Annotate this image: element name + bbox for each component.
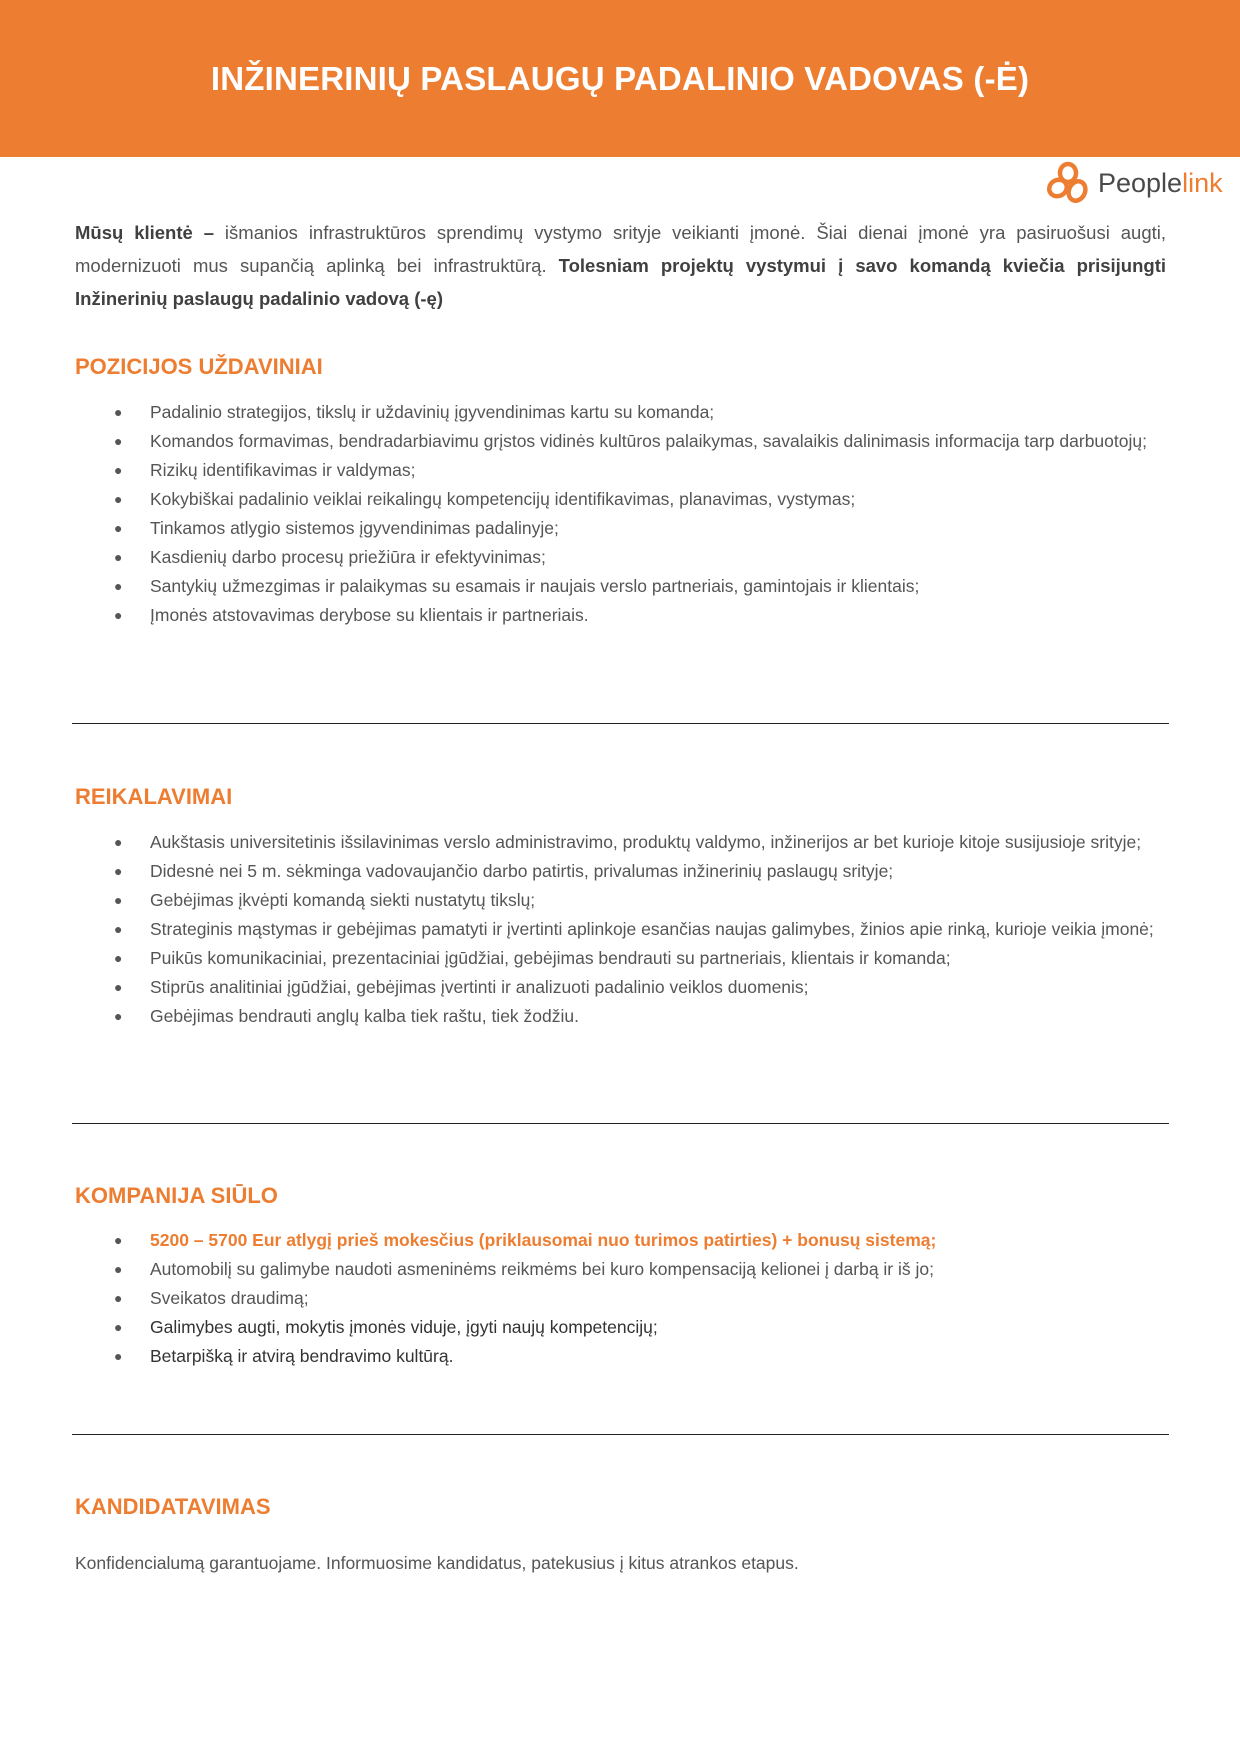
list-item-text: Puikūs komunikaciniai, prezentaciniai įgūdžiai, gebėjimas bendrauti su partneriais, klientais ir komanda; — [150, 948, 951, 968]
page-title: INŽINERINIŲ PASLAUGŲ PADALINIO VADOVAS (-Ė) — [210, 59, 1030, 97]
bullet-icon: ● — [114, 549, 123, 565]
list-item-text: Automobilį su galimybe naudoti asmeninėms reikmėms bei kuro kompensaciją kelionei į darbą ir iš jo; — [150, 1259, 934, 1279]
list-item-text: Gebėjimas įkvėpti komandą siekti nustatytų tikslų; — [150, 890, 536, 910]
peoplelink-logo-icon — [1046, 160, 1090, 206]
list-item-text: Padalinio strategijos, tikslų ir uždavinių įgyvendinimas kartu su komanda; — [150, 402, 715, 422]
intro-paragraph — [75, 216, 1166, 315]
list-item — [75, 427, 1166, 456]
peoplelink-logo — [1046, 160, 1223, 206]
bullet-icon: ● — [114, 892, 123, 908]
list-item-text: Santykių užmezgimas ir palaikymas su esamais ir naujais verslo partneriais, gamintojais ir klientais; — [150, 576, 920, 596]
bullet-icon: ● — [114, 979, 123, 995]
bullet-icon: ● — [114, 404, 123, 420]
list-item-text: Sveikatos draudimą; — [150, 1288, 309, 1308]
list-item-text: Komandos formavimas, bendradarbiavimu grįstos vidinės kultūros palaikymas, savalaikis dalinimasis informacija tarp darbuotojų; — [150, 431, 1147, 451]
section-title-application: KANDIDATAVIMAS — [75, 1494, 271, 1519]
list-item — [75, 1002, 1166, 1031]
list-item — [75, 514, 1166, 543]
list-item — [75, 886, 1166, 915]
bullet-icon: ● — [114, 1348, 123, 1364]
application-text: Konfidencialumą garantuojame. Informuosime kandidatus, patekusius į kitus atrankos etapus. — [75, 1553, 799, 1573]
list-item-text: Kasdienių darbo procesų priežiūra ir efektyvinimas; — [150, 547, 546, 567]
divider — [72, 1434, 1169, 1435]
offer-list — [75, 1226, 1166, 1371]
list-item — [75, 857, 1166, 886]
header-band — [0, 0, 1240, 157]
bullet-icon: ● — [114, 1232, 123, 1248]
list-item-text: Įmonės atstovavimas derybose su klientais ir partneriais. — [150, 605, 589, 625]
list-item-text: Kokybiškai padalinio veiklai reikalingų kompetencijų identifikavimas, planavimas, vystymas; — [150, 489, 856, 509]
intro-lead: Mūsų klientė – — [75, 222, 215, 243]
list-item-text: Strateginis mąstymas ir gebėjimas pamatyti ir įvertinti aplinkoje esančias naujas galimybes, žinios apie rinką, kurioje veikia įmonė; — [150, 919, 1154, 939]
list-item — [75, 944, 1166, 973]
list-item — [75, 1313, 1166, 1342]
bullet-icon: ● — [114, 921, 123, 937]
list-item — [75, 1342, 1166, 1371]
intro-invite: Tolesniam projektų vystymui į savo komandą kviečia prisijungti — [558, 255, 1166, 276]
bullet-icon: ● — [114, 607, 123, 623]
bullet-icon: ● — [114, 1008, 123, 1024]
list-item-text: Didesnė nei 5 m. sėkminga vadovaujančio darbo patirtis, privalumas inžinerinių paslaugų srityje; — [150, 861, 894, 881]
bullet-icon: ● — [114, 834, 123, 850]
bullet-icon: ● — [114, 462, 123, 478]
list-item — [75, 973, 1166, 1002]
list-item-text: Rizikų identifikavimas ir valdymas; — [150, 460, 416, 480]
list-item — [75, 601, 1166, 630]
list-item — [75, 828, 1166, 857]
list-item — [75, 543, 1166, 572]
tasks-list — [75, 398, 1166, 630]
section-title-offer: KOMPANIJA SIŪLO — [75, 1183, 278, 1208]
section-title-requirements: REIKALAVIMAI — [75, 784, 233, 809]
list-item — [75, 485, 1166, 514]
list-item — [75, 1284, 1166, 1313]
list-item — [75, 572, 1166, 601]
bullet-icon: ● — [114, 1290, 123, 1306]
list-item-text: Stiprūs analitiniai įgūdžiai, gebėjimas įvertinti ir analizuoti padalinio veiklos duomenis; — [150, 977, 809, 997]
intro-position: Inžinerinių paslaugų padalinio vadovą (-ę) — [75, 288, 443, 309]
bullet-icon: ● — [114, 491, 123, 507]
list-item — [75, 398, 1166, 427]
requirements-list — [75, 828, 1166, 1031]
list-item-text: Gebėjimas bendrauti anglų kalba tiek raštu, tiek žodžiu. — [150, 1006, 579, 1026]
divider — [72, 723, 1169, 724]
section-title-tasks: POZICIJOS UŽDAVINIAI — [75, 354, 323, 379]
list-item — [75, 915, 1166, 944]
bullet-icon: ● — [114, 1261, 123, 1277]
list-item-text: 5200 – 5700 Eur atlygį prieš mokesčius (priklausomai nuo turimos patirties) + bonusų sistemą; — [150, 1230, 937, 1250]
list-item-text: Betarpišką ir atvirą bendravimo kultūrą. — [150, 1346, 454, 1366]
bullet-icon: ● — [114, 863, 123, 879]
bullet-icon: ● — [114, 578, 123, 594]
list-item — [75, 456, 1166, 485]
intro-text: išmanios infrastruktūros sprendimų vystymo srityje veikianti įmonė. Šiai dienai įmonė yra pasiruošusi augti, modernizuoti mus supančią aplinką bei infrastruktūrą. — [75, 222, 1166, 276]
bullet-icon: ● — [114, 1319, 123, 1335]
list-item-text: Aukštasis universitetinis išsilavinimas verslo administravimo, produktų valdymo, inžinerijos ar bet kurioje kitoje susijusioje srityje; — [150, 832, 1142, 852]
divider — [72, 1123, 1169, 1124]
list-item — [75, 1226, 1166, 1255]
list-item — [75, 1255, 1166, 1284]
list-item-text: Galimybes augti, mokytis įmonės viduje, įgyti naujų kompetencijų; — [150, 1317, 658, 1337]
bullet-icon: ● — [114, 950, 123, 966]
bullet-icon: ● — [114, 520, 123, 536]
logo-text: Peoplelink — [1098, 167, 1223, 198]
list-item-text: Tinkamos atlygio sistemos įgyvendinimas padalinyje; — [150, 518, 559, 538]
bullet-icon: ● — [114, 433, 123, 449]
